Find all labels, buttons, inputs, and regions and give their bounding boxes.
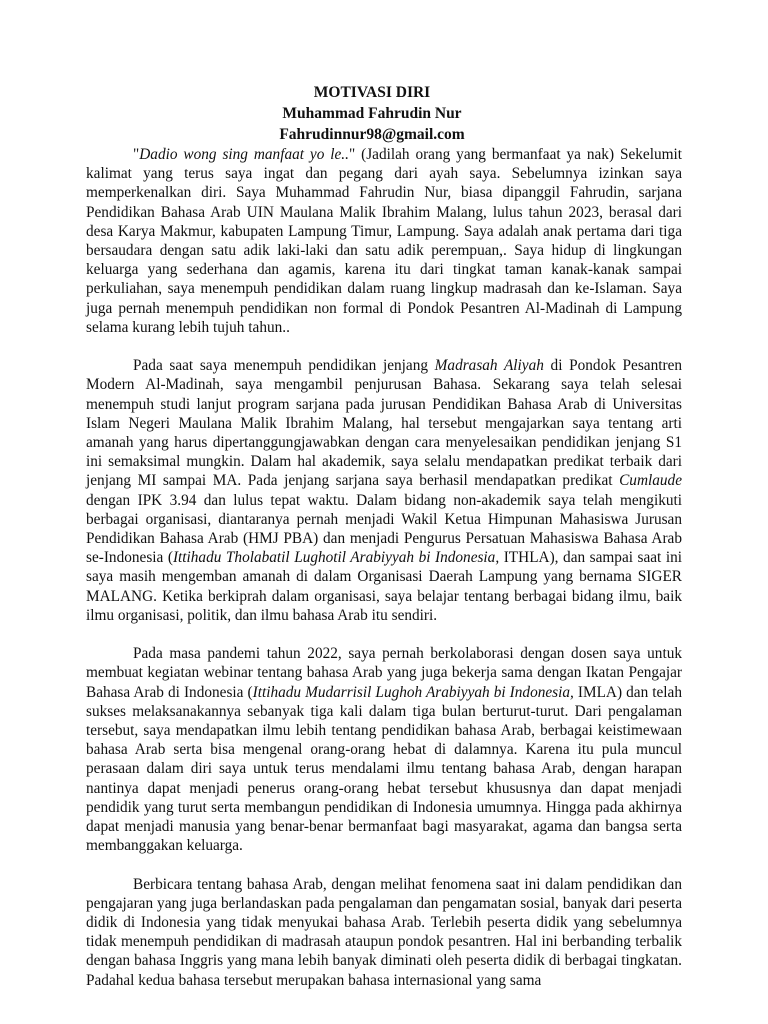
paragraph	[86, 356, 682, 625]
italic-text: Madrasah Aliyah	[434, 357, 544, 375]
text-segment: ITHLA), dan sampai saat ini saya masih mengemban amanah di dalam Organisasi Daerah Lampung yang bernama SIGER MALANG. Ketika berkiprah dalam organisasi, saya belajar tentang berbagai bidang ilmu, baik ilmu organisasi, politik, dan ilmu bahasa Arab itu sendiri.	[86, 549, 682, 624]
italic-text: Ittihadu Mudarrisil Lughoh Arabiyyah bi Indonesia,	[252, 683, 574, 701]
document-body	[86, 145, 682, 990]
text-segment: IMLA) dan telah sukses melaksanakannya sebanyak tiga kali dalam tiga bulan berturut-turut. Dari pengalaman tersebut, saya mendapatkan ilmu lebih tentang pendidikan bahasa Arab, berbagai keistimewaan bahasa Arab serta bisa mengenal orang-orang hebat di dalamnya. Karena itu pula muncul perasaan dalam diri saya untuk terus mendalami ilmu tentang bahasa Arab, dengan harapan nantinya dapat menjadi penerus orang-orang hebat tersebut khususnya dan dapat menjadi pendidik yang turut serta membangun pendidikan di Indonesia umumnya. Hingga pada akhirnya dapat menjadi manusia yang benar-benar bermanfaat bagi masyarakat, agama dan bangsa serta membanggakan keluarga.	[86, 683, 682, 855]
paragraph	[86, 644, 682, 855]
text-segment: " (Jadilah orang yang bermanfaat ya nak) Sekelumit kalimat yang terus saya ingat dan pegang dari ayah saya. Sebelumnya izinkan saya memperkenalkan diri. Saya Muhammad Fahrudin Nur, biasa dipanggil Fahrudin, sarjana Pendidikan Bahasa Arab UIN Maulana Malik Ibrahim Malang, lulus tahun 2023, berasal dari desa Karya Makmur, kabupaten Lampung Timur, Lampung. Saya adalah anak pertama dari tiga bersaudara dengan satu adik laki-laki dan satu adik perempuan,. Saya hidup di lingkungan keluarga yang sederhana dan agamis, karena itu dari tingkat taman kanak-kanak sampai perkuliahan, saya menempuh pendidikan dalam ruang lingkup madrasah dan ke-Islaman. Saya juga pernah menempuh pendidikan non formal di Pondok Pesantren Al-Madinah di Lampung selama kurang lebih tujuh tahun..	[86, 146, 682, 336]
document-header	[232, 82, 512, 145]
document-title: MOTIVASI DIRI	[313, 84, 431, 101]
italic-text: Cumlaude	[619, 472, 682, 490]
paragraph	[86, 875, 682, 990]
text-segment: di Pondok Pesantren Modern Al-Madinah, saya mengambil penjurusan Bahasa. Sekarang saya telah selesai menempuh studi lanjut program sarjana pada jurusan Pendidikan Bahasa Arab di Universitas Islam Negeri Maulana Malik Ibrahim Malang, hal tersebut mengajarkan saya tentang arti amanah yang harus dipertanggungjawabkan dengan cara menyelesaikan pendidikan jenjang S1 ini semaksimal mungkin. Dalam hal akademik, saya selalu mendapatkan predikat terbaik dari jenjang MI sampai MA. Pada jenjang sarjana saya berhasil mendapatkan predikat	[86, 357, 683, 490]
text-segment: Pada masa pandemi tahun 2022, saya pernah berkolaborasi dengan dosen saya untuk membuat kegiatan webinar tentang bahasa Arab yang juga bekerja sama dengan Ikatan Pengajar Bahasa Arab di Indonesia (	[86, 645, 682, 701]
italic-text: Ittihadu Tholabatil Lughotil Arabiyyah bi Indonesia,	[172, 549, 500, 567]
italic-text: Dadio wong sing manfaat yo le..	[139, 146, 349, 163]
author-name: Muhammad Fahrudin Nur	[282, 105, 462, 122]
text-segment: Pada saat saya menempuh pendidikan jenjang	[133, 357, 435, 375]
paragraph	[86, 145, 682, 337]
text-segment: "	[133, 146, 140, 163]
text-segment: Berbicara tentang bahasa Arab, dengan melihat fenomena saat ini dalam pendidikan dan pengajaran yang juga berlandaskan pada pengalaman dan pengamatan sosial, banyak dari peserta didik di Indonesia yang tidak menyukai bahasa Arab. Terlebih peserta didik yang sebelumnya tidak menempuh pendidikan di madrasah ataupun pondok pesantren. Hal ini berbanding terbalik dengan bahasa Inggris yang mana lebih banyak diminati oleh peserta didik di berbagai tingkatan. Padahal kedua bahasa tersebut merupakan bahasa internasional yang sama	[86, 875, 682, 989]
text-segment: dengan IPK 3.94 dan lulus tepat waktu. Dalam bidang non-akademik saya telah mengikuti berbagai organisasi, diantaranya pernah menjadi Wakil Ketua Himpunan Mahasiswa Jurusan Pendidikan Bahasa Arab (HMJ PBA) dan menjadi Pengurus Persatuan Mahasiswa Bahasa Arab se-Indonesia (	[86, 491, 682, 567]
author-email: Fahrudinnur98@gmail.com	[279, 126, 465, 143]
